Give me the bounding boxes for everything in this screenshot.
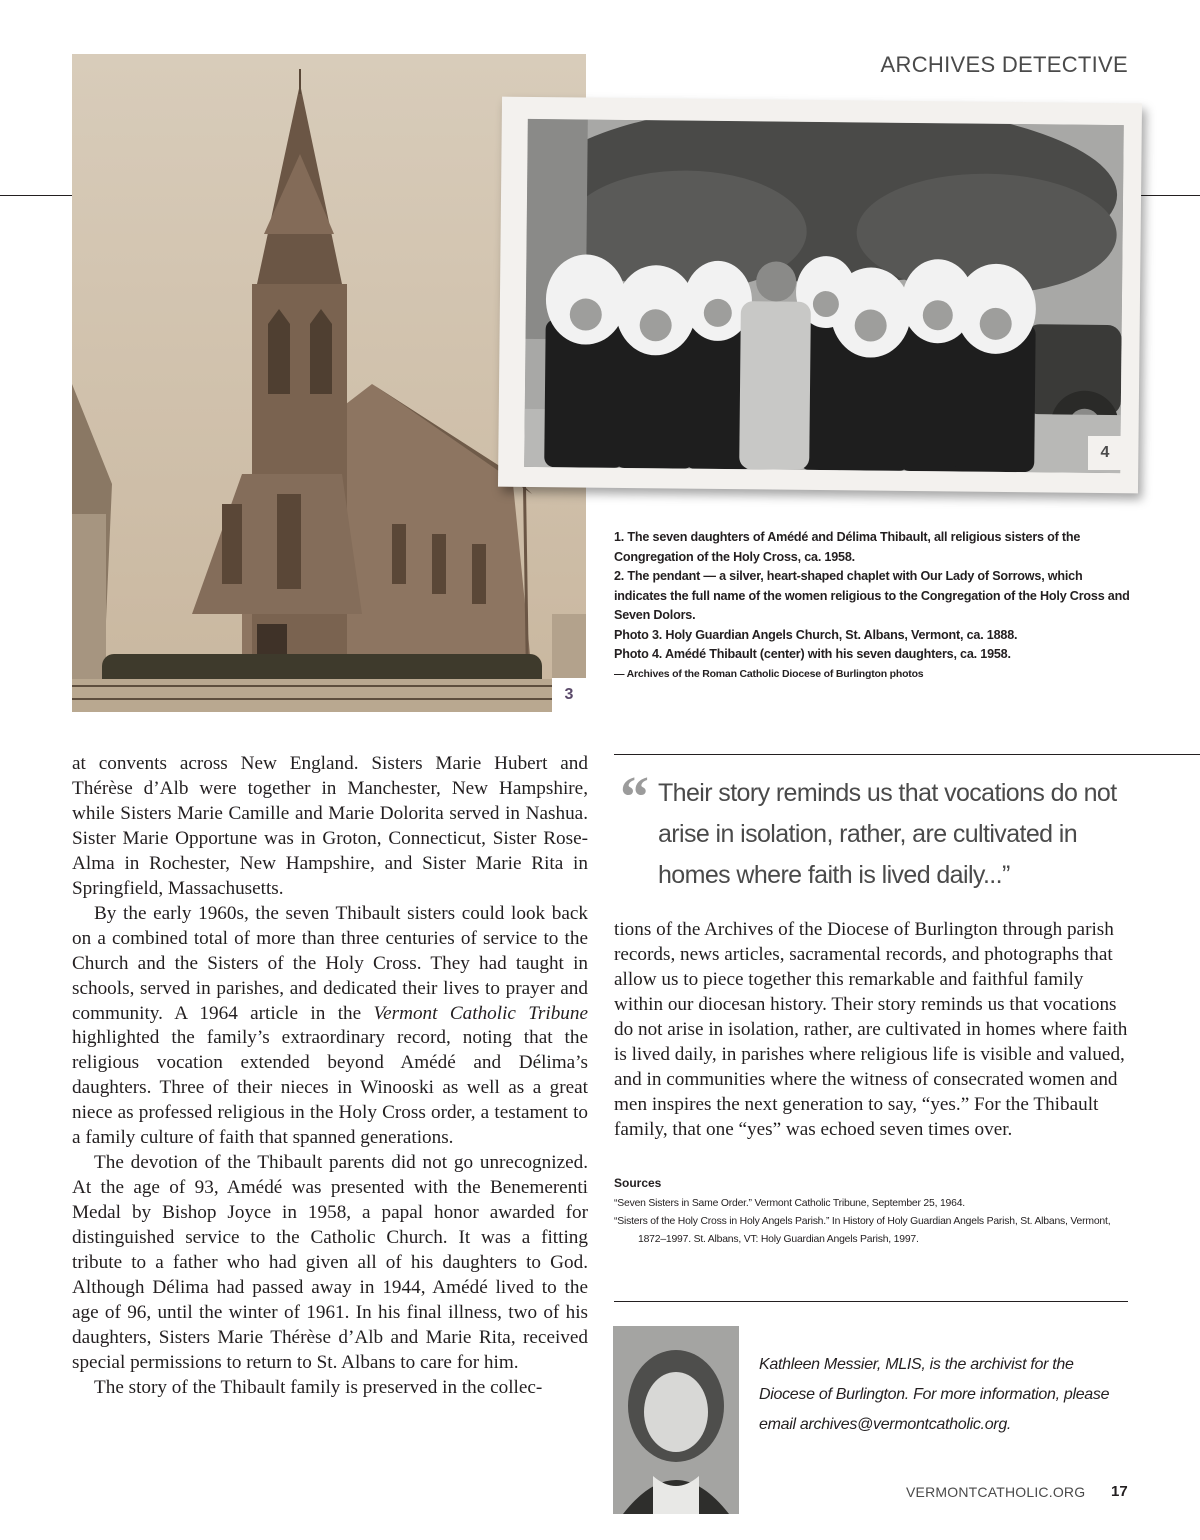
caption-number-2: 2. <box>614 569 625 583</box>
source-item: “Seven Sisters in Same Order.” Vermont Catholic Tribune, September 25, 1964. <box>614 1198 965 1209</box>
bio-rule <box>614 1301 1128 1302</box>
header-rule-left <box>0 195 72 196</box>
family-photo-image <box>524 119 1124 473</box>
body-paragraph-2-end: highlighted the family’s extraordinary record, noting that the religious vocation extended beyond Amédé and Délima’s daughters. Three of their nieces in Winooski as well as a great niece as professed religious in the Holy Cross order, a testament to a family culture of faith that spanned generations. <box>72 1027 588 1149</box>
photo-number-3: 3 <box>552 678 586 712</box>
caption-prefix-4: Photo <box>614 647 649 661</box>
header-rule-right <box>1140 195 1200 196</box>
footer-url[interactable]: VERMONTCATHOLIC.ORG <box>906 1484 1086 1500</box>
source-item: “Sisters of the Holy Cross in Holy Angels Parish.” In History of Holy Guardian Angels Parish, St. Albans, Vermont, 1872–1997. St. Albans, VT: Holy Guardian Angels Parish, 1997. <box>614 1215 1111 1245</box>
caption-number-1: 1. <box>614 530 625 544</box>
caption-line-4: Amédé Thibault (center) with his seven daughters, ca. 1958. <box>664 647 1011 661</box>
caption-number-3: 3. <box>652 627 663 642</box>
body-paragraph-2 <box>72 902 588 1152</box>
family-photo <box>500 100 1148 495</box>
quote-mark-icon: “ <box>620 764 649 829</box>
sources-list <box>614 1195 1134 1248</box>
body-paragraph-5: tions of the Archives of the Diocese of Burlington through parish records, news articles, sacramental records, and photographs that allow us to piece together this remarkable and faithful family within our diocesan history. Their story reminds us that vocations do not arise in isolation, rather, are cultivated in homes where faith is lived daily, in parishes where religious life is visible and valued, and in communities where the witness of consecrated women and men inspires the next generation to say, “yes.” For the Thibault family, that one “yes” was echoed seven times over. <box>614 919 1128 1140</box>
body-paragraph-4: The story of the Thibault family is preserved in the collec- <box>94 1376 543 1398</box>
photo-caption <box>614 528 1134 683</box>
body-paragraph-1: at convents across New England. Sisters Marie Hubert and Thérèse d’Alb were together in Manchester, New Hampshire, while Sisters Marie Camille and Marie Dolorita served in Nashua. Sister Marie Opportune was in Groton, Connecticut, Sister Rose-Alma in Rochester, New Hampshire, and Sister Marie Rita in Springfield, Massachusetts. <box>72 753 588 899</box>
body-paragraph-3: The devotion of the Thibault parents did not go unrecognized. At the age of 93, Amédé was presented with the Benemerenti Medal by Bishop Joyce in 1958, a papal honor awarded for distinguished service to the Catholic Church. It was a fitting tribute to a father who had given all of his daughters to God. Although Délima had passed away in 1944, Amédé lived to the age of 96, until the winter of 1961. In his final illness, two of his daughters, Sisters Marie Thérèse d’Alb and Marie Rita, received special permissions to return to St. Albans to care for him. <box>72 1152 588 1373</box>
caption-prefix-3: Photo <box>614 627 649 642</box>
author-bio: Kathleen Messier, MLIS, is the archivist for the Diocese of Burlington. For more information, please email archives@vermontcatholic.org. <box>759 1356 1110 1433</box>
pull-quote-rule <box>614 754 1200 755</box>
section-title: ARCHIVES DETECTIVE <box>880 52 1128 77</box>
author-portrait <box>613 1326 739 1514</box>
body-column-left <box>72 752 588 1401</box>
page-number: 17 <box>1111 1483 1128 1500</box>
sources-title: Sources <box>614 1176 662 1190</box>
publication-title: Vermont Catholic Tribune <box>373 1002 588 1024</box>
portrait-illustration <box>613 1326 739 1514</box>
caption-number-4: 4. <box>652 647 663 661</box>
photo-frame <box>498 97 1142 494</box>
caption-line-3: Holy Guardian Angels Church, St. Albans, Vermont, ca. 1888. <box>665 627 1018 642</box>
body-column-right <box>614 918 1130 1143</box>
pull-quote: Their story reminds us that vocations do not arise in isolation, rather, are cultivated in homes where faith is lived daily...” <box>658 779 1117 889</box>
body-paragraph-2-start: By the early 1960s, the seven Thibault sisters could look back on a combined total of more than three centuries of service to the Church and the Sisters of the Holy Cross. They had taught in schools, served in parishes, and dedicated their lives to prayer and community. A 1964 article in the <box>72 902 588 1024</box>
caption-line-1: The seven daughters of Amédé and Délima Thibault, all religious sisters of the Congregation of the Holy Cross, ca. 1958. <box>614 530 1081 564</box>
photo-number-4: 4 <box>1088 436 1122 470</box>
caption-line-2: The pendant — a silver, heart-shaped chaplet with Our Lady of Sorrows, which indicates the full name of the women religious to the Congregation of the Holy Cross and Seven Dolors. <box>614 569 1130 622</box>
family-illustration <box>524 119 1124 473</box>
photo-credit: — Archives of the Roman Catholic Diocese of Burlington photos <box>614 667 924 680</box>
